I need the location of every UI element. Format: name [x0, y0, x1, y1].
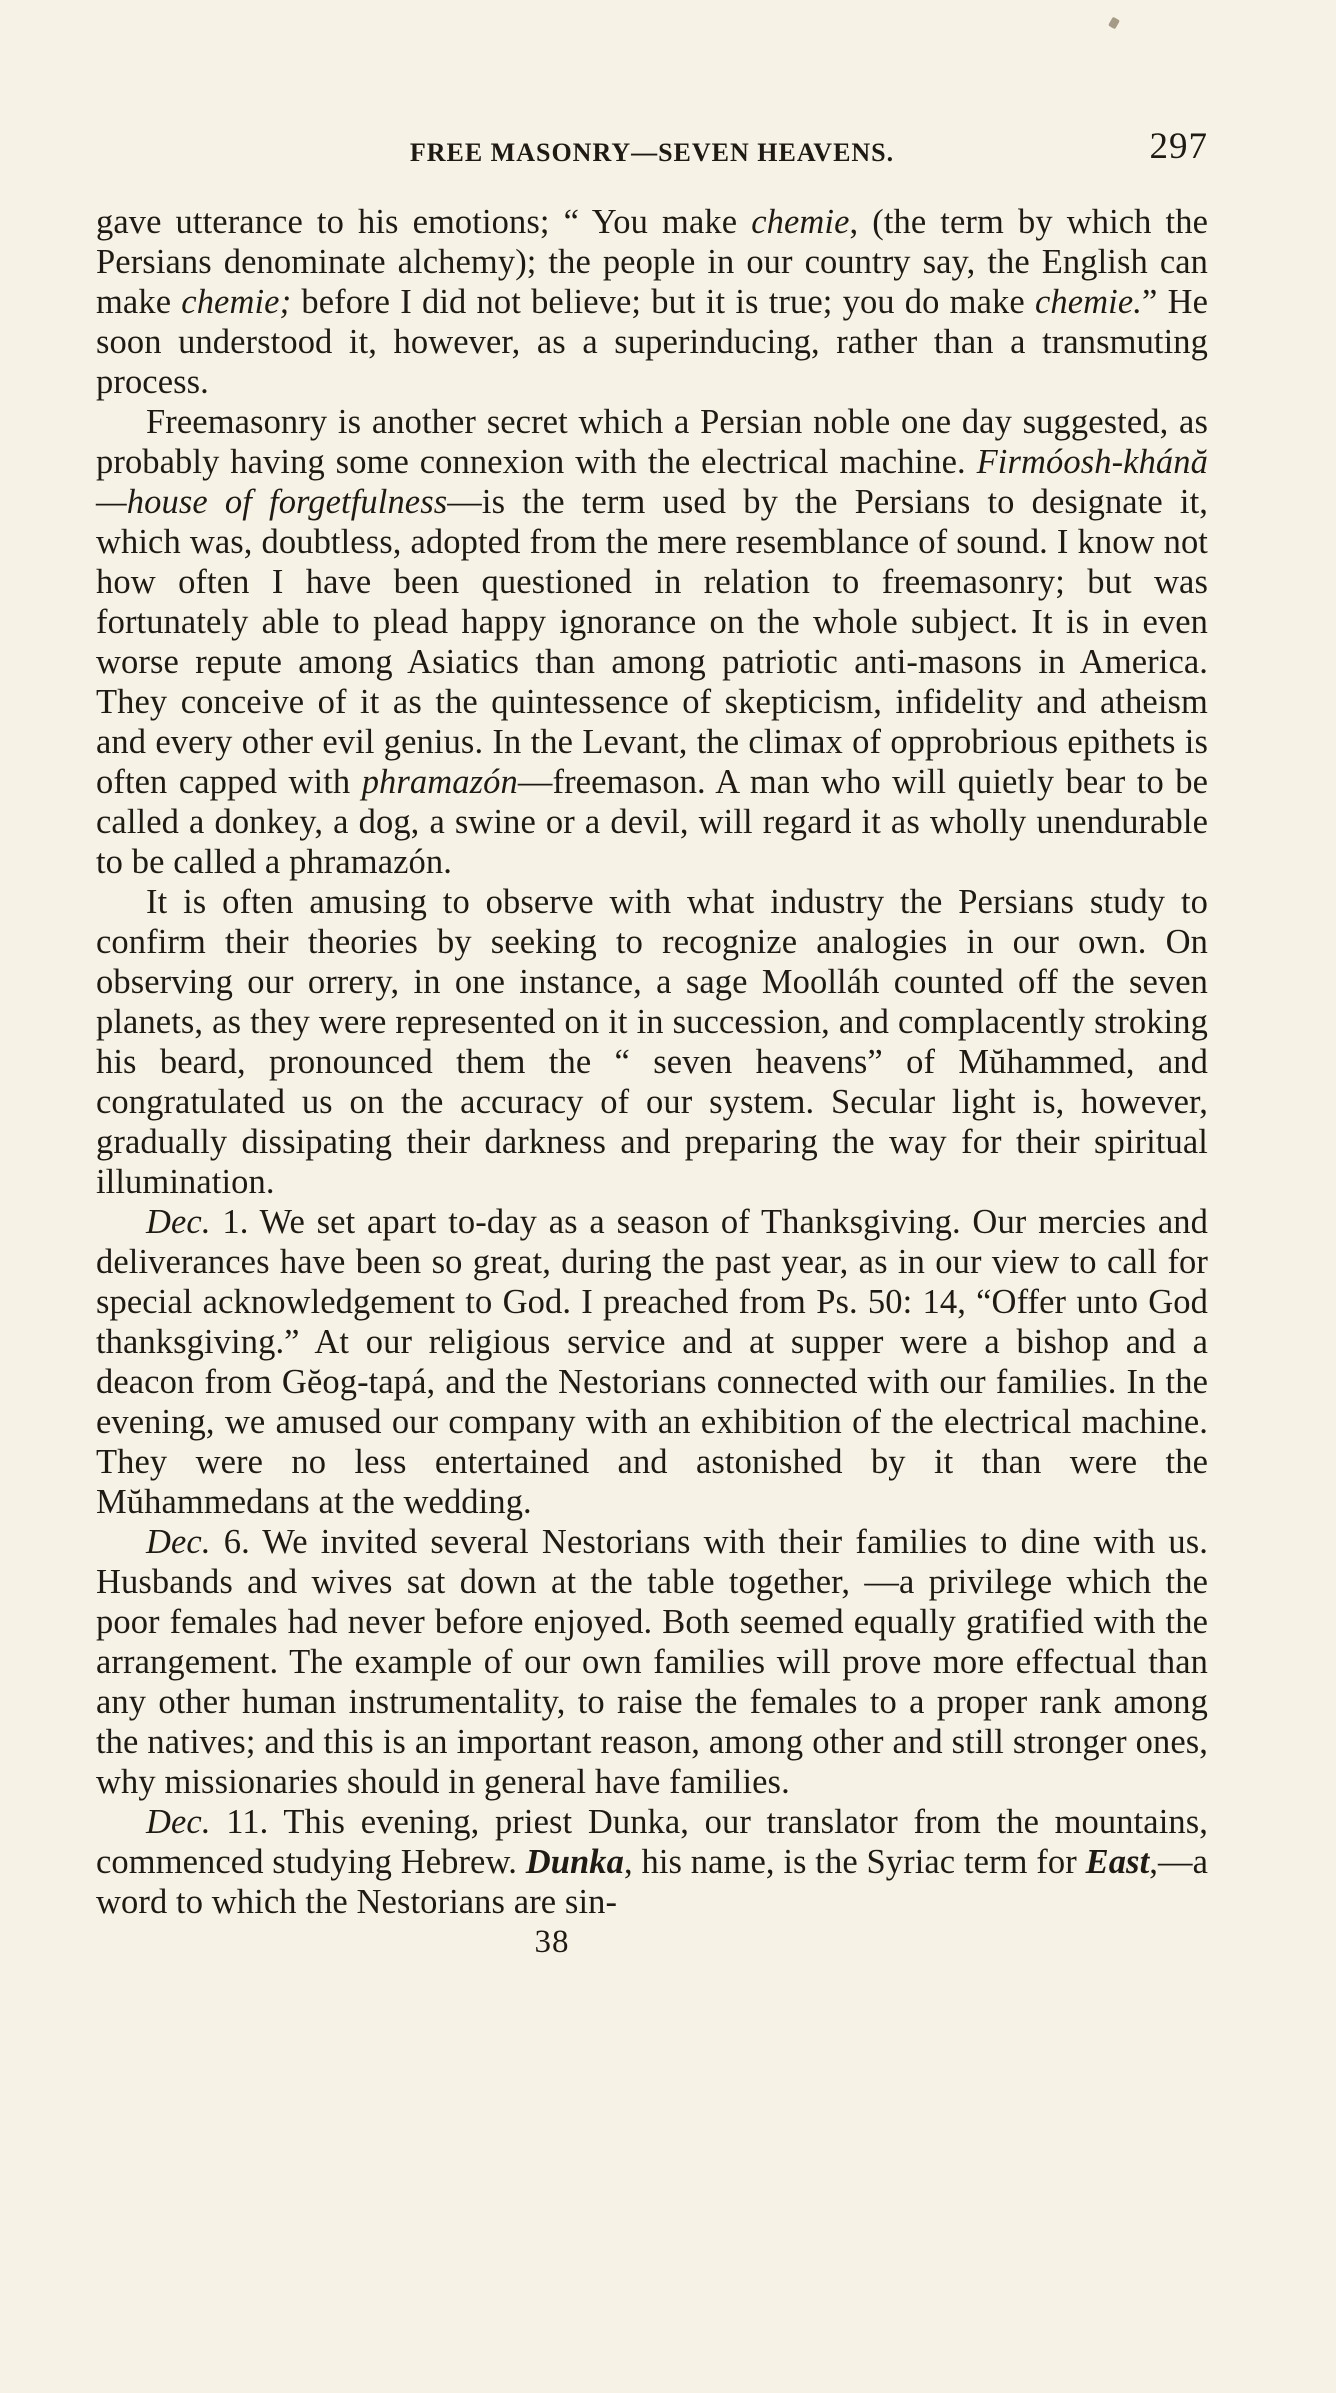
book-page — [96, 120, 1208, 1961]
emphasis-text: Dec. — [146, 1203, 211, 1241]
emphasis-text: phramazón — [361, 763, 518, 801]
emphasis-text: Dec. — [146, 1523, 211, 1561]
paragraph — [96, 402, 1208, 882]
paragraph — [96, 1202, 1208, 1522]
emphasis-text: Firmóosh-khánă—house of forgetfulness — [96, 443, 1208, 521]
text-run: —freemason. A man who will quietly bear to be called a donkey, a dog, a swine or a devil, will regard it as wholly unendurable to be called a phramazón. — [96, 763, 1208, 881]
emphasis-text: East — [1085, 1843, 1150, 1881]
running-head: FREE MASONRY—SEVEN HEAVENS. — [409, 138, 895, 167]
emphasis-text: chemie; — [181, 283, 292, 321]
emphasis-text: Dunka — [525, 1843, 625, 1881]
text-run: ” He soon understood it, however, as a superinducing, rather than a transmuting process. — [96, 283, 1208, 401]
text-run: before I did not believe; but it is true; you do make — [291, 283, 1035, 321]
ink-speck — [1108, 17, 1120, 30]
text-run: It is often amusing to observe with what industry the Persians study to confirm their theories by seeking to recognize analogies in our own. On observing our orrery, in one instance, a sage Moolláh counted off the seven planets, as they were represented on it in succession, and complacently stroking his beard, pronounced them the “ seven heavens” of Mŭhammed, and congratulated us on the accuracy of our system. Secular light is, however, gradually dissipating their darkness and preparing the way for their spiritual illumination. — [96, 883, 1208, 1201]
page-body — [96, 202, 1208, 1922]
paragraph — [96, 1522, 1208, 1802]
text-run: 1. We set apart to-day as a season of Thanksgiving. Our mercies and deliverances have been so great, during the past year, as in our view to call for special acknowledgement to God. I preached from Ps. 50: 14, “Offer unto God thanksgiving.” At our religious service and at supper were a bishop and a deacon from Gĕog-tapá, and the Nestorians connected with our families. In the evening, we amused our company with an exhibition of the electrical machine. They were no less entertained and astonished by it than were the Mŭhammedans at the wedding. — [96, 1203, 1208, 1521]
emphasis-text: chemie. — [1034, 283, 1142, 321]
text-run: gave utterance to his emotions; “ You make — [96, 203, 752, 241]
signature-mark: 38 — [534, 1924, 570, 1960]
text-run: ,—a word to which the Nestorians are sin- — [96, 1843, 1209, 1921]
text-run: , his name, is the Syriac term for — [624, 1843, 1086, 1881]
page-header — [96, 120, 1208, 202]
text-run: 6. We invited several Nestorians with their families to dine with us. Husbands and wives sat down at the table together, —a privilege which the poor females had never before enjoyed. Both seemed equally gratified with the arrangement. The example of our own families will prove more effectual than any other human instrumentality, to raise the females to a proper rank among the natives; and this is an important reason, among other and still stronger ones, why missionaries should in general have families. — [96, 1523, 1208, 1801]
text-run: 11. This evening, priest Dunka, our translator from the mountains, commenced studying Hebrew. — [96, 1803, 1208, 1881]
text-run: —is the term used by the Persians to designate it, which was, doubtless, adopted from the mere resemblance of sound. I know not how often I have been questioned in relation to freemasonry; but was fortunately able to plead happy ignorance on the whole subject. It is in even worse repute among Asiatics than among patriotic anti-masons in America. They conceive of it as the quintessence of skepticism, infidelity and atheism and every other evil genius. In the Levant, the climax of opprobrious epithets is often capped with — [96, 483, 1209, 801]
paragraph — [96, 202, 1208, 402]
text-run: Freemasonry is another secret which a Persian noble one day suggested, as probably having some connexion with the electrical machine. — [96, 403, 1208, 481]
paragraph — [96, 882, 1208, 1202]
emphasis-text: Dec. — [146, 1803, 211, 1841]
emphasis-text: chemie — [751, 203, 850, 241]
paragraph — [96, 1802, 1208, 1922]
text-run: , (the term by which the Persians denominate alchemy); the people in our country say, the English can make — [96, 203, 1208, 321]
page-number: 297 — [1149, 126, 1208, 167]
